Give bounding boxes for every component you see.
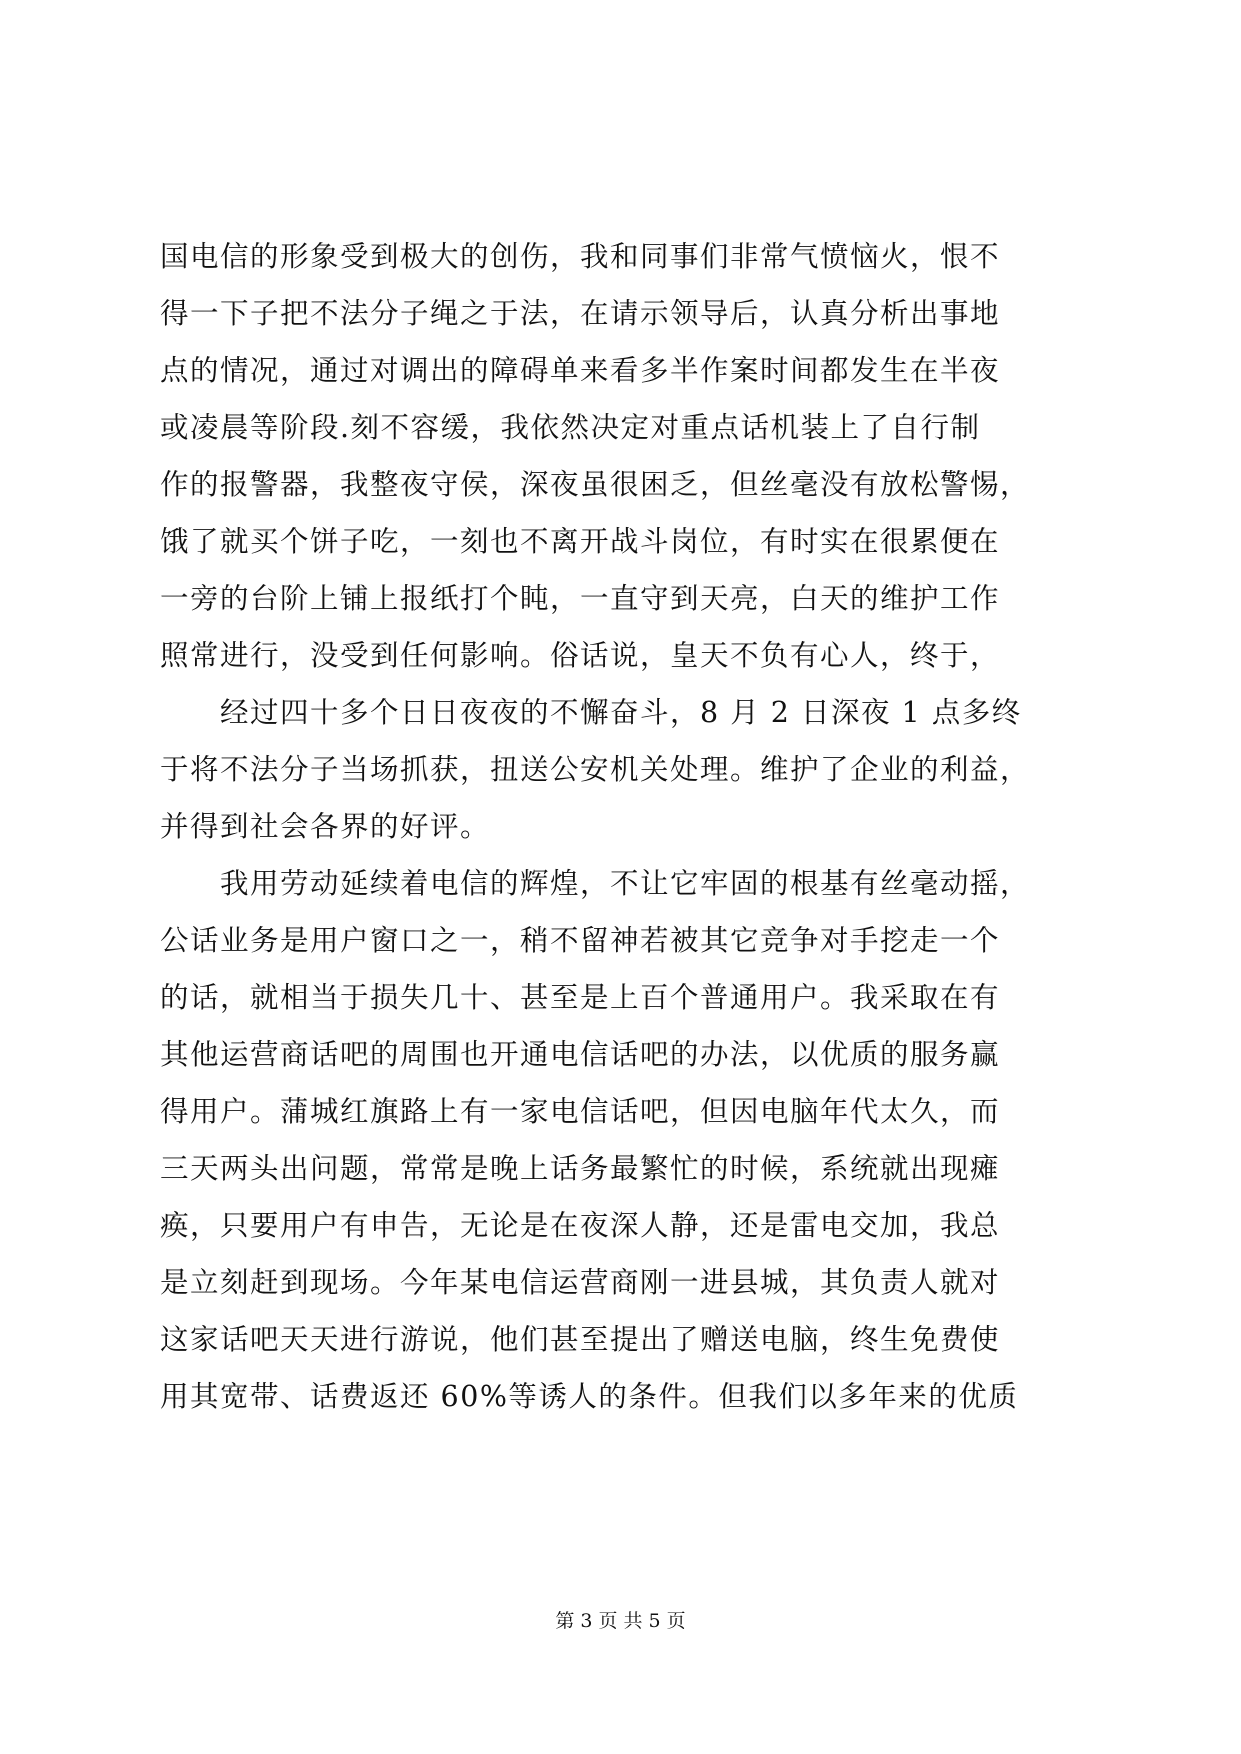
text-line: 得一下子把不法分子绳之于法，在请示领导后，认真分析出事地 [160, 297, 1001, 330]
text-line: 并得到社会各界的好评。 [160, 810, 491, 843]
text-line: 我用劳动延续着电信的辉煌，不让它牢固的根基有丝毫动摇， [160, 867, 1031, 900]
text-line: 或凌晨等阶段.刻不容缓，我依然决定对重点话机装上了自行制 [160, 411, 981, 444]
text-line: 公话业务是用户窗口之一，稍不留神若被其它竞争对手挖走一个 [160, 924, 1001, 957]
text-line: 三天两头出问题，常常是晚上话务最繁忙的时候，系统就出现瘫 [160, 1152, 1001, 1185]
text-line: 作的报警器，我整夜守侯，深夜虽很困乏，但丝毫没有放松警惕， [160, 468, 1031, 501]
text-line: 一旁的台阶上铺上报纸打个盹，一直守到天亮，白天的维护工作 [160, 582, 1001, 615]
text-line: 其他运营商话吧的周围也开通电信话吧的办法，以优质的服务赢 [160, 1038, 1001, 1071]
text-line: 于将不法分子当场抓获，扭送公安机关处理。维护了企业的利益， [160, 753, 1031, 786]
text-line: 点的情况，通过对调出的障碍单来看多半作案时间都发生在半夜 [160, 354, 1001, 387]
text-line: 国电信的形象受到极大的创伤，我和同事们非常气愤恼火，恨不 [160, 240, 1001, 273]
text-line: 用其宽带、话费返还 60%等诱人的条件。但我们以多年来的优质 [160, 1380, 1019, 1413]
body-text [160, 228, 1090, 1425]
text-line: 经过四十多个日日夜夜的不懈奋斗，8 月 2 日深夜 1 点多终 [160, 696, 1022, 729]
text-line: 照常进行，没受到任何影响。俗话说，皇天不负有心人，终于， [160, 639, 1001, 672]
text-line: 痪，只要用户有申告，无论是在夜深人静，还是雷电交加，我总 [160, 1209, 1001, 1242]
text-line: 是立刻赶到现场。今年某电信运营商刚一进县城，其负责人就对 [160, 1266, 1001, 1299]
text-line: 这家话吧天天进行游说，他们甚至提出了赠送电脑，终生免费使 [160, 1323, 1001, 1356]
text-line: 饿了就买个饼子吃，一刻也不离开战斗岗位，有时实在很累便在 [160, 525, 1001, 558]
text-line: 得用户。蒲城红旗路上有一家电信话吧，但因电脑年代太久，而 [160, 1095, 1001, 1128]
text-line: 的话，就相当于损失几十、甚至是上百个普通用户。我采取在有 [160, 981, 1001, 1014]
page-footer: 第 3 页 共 5 页 [555, 1610, 686, 1632]
